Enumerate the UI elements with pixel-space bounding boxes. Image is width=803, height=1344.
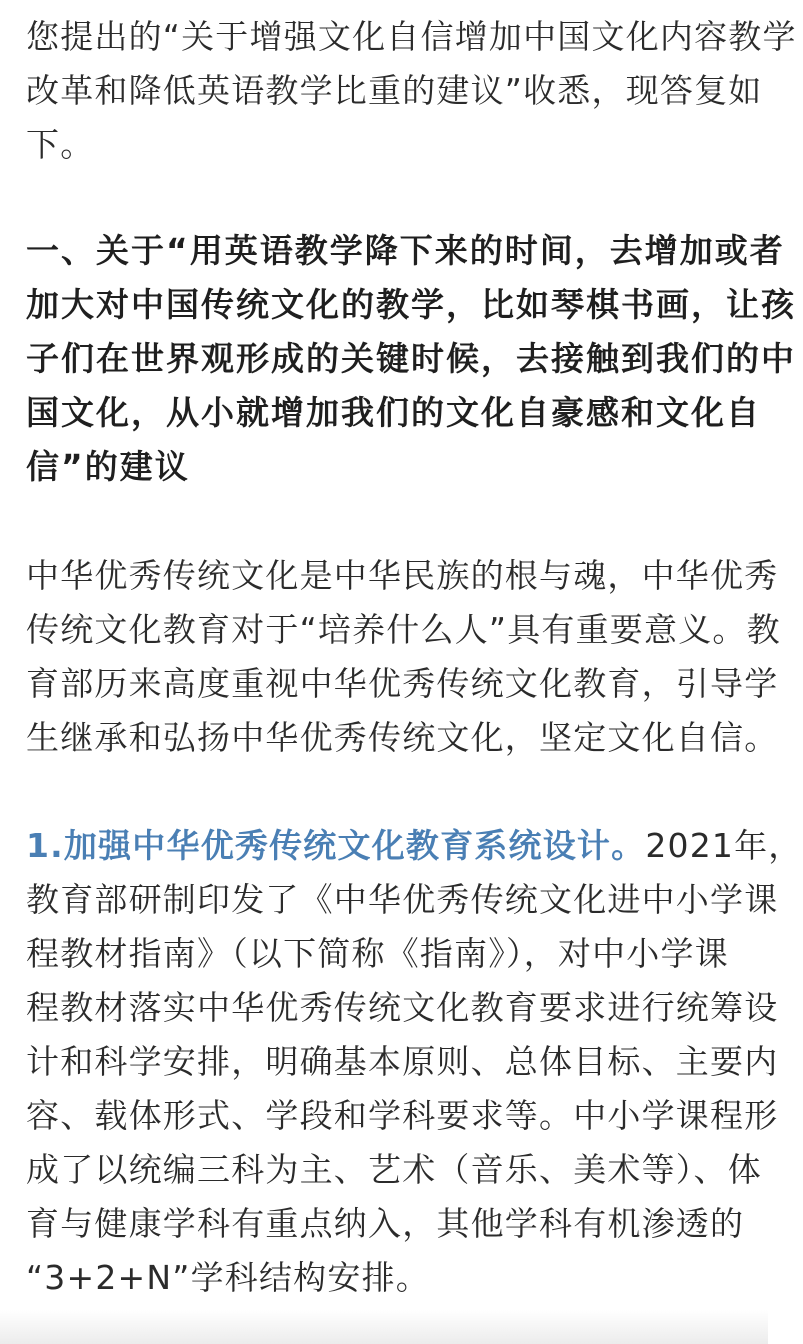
section-heading-line: 子们在世界观形成的关键时候，去接触到我们的中 — [26, 339, 796, 378]
body-line: 传统文化教育对于“培养什么人”具有重要意义。教 — [26, 610, 781, 649]
body-line: 生继承和弘扬中华优秀传统文化，坚定文化自信。 — [26, 718, 779, 757]
point-title: 1.加强中华优秀传统文化教育系统设计。 — [26, 826, 646, 865]
point-line: 成了以统编三科为主、艺术（音乐、美术等）、体 — [26, 1150, 762, 1189]
point-line: 育与健康学科有重点纳入，其他学科有机渗透的 — [26, 1204, 745, 1243]
point-first-line-rest: 2021年， — [645, 826, 803, 865]
intro-line: 下。 — [26, 125, 95, 164]
section-heading-line: 一、关于“用英语教学降下来的时间，去增加或者 — [26, 231, 785, 270]
section-heading-line: 加大对中国传统文化的教学，比如琴棋书画，让孩 — [26, 285, 796, 324]
intro-line: 改革和降低英语教学比重的建议”收悉，现答复如 — [26, 71, 763, 110]
point-line: 容、载体形式、学段和学科要求等。中小学课程形 — [26, 1096, 779, 1135]
body-paragraph — [26, 549, 781, 765]
section-heading — [26, 224, 796, 494]
point-line: “3+2+N”学科结构安排。 — [26, 1258, 430, 1297]
point-paragraph — [26, 819, 803, 1305]
point-line: 程教材落实中华优秀传统文化教育要求进行统筹设 — [26, 988, 779, 1027]
body-line: 中华优秀传统文化是中华民族的根与魂，中华优秀 — [26, 556, 779, 595]
point-line: 教育部研制印发了《中华优秀传统文化进中小学课 — [26, 880, 779, 919]
intro-line: 您提出的“关于增强文化自信增加中国文化内容教学 — [26, 17, 797, 56]
bottom-shade — [0, 1310, 768, 1344]
point-line: 程教材指南》（以下简称《指南》），对中小学课 — [26, 934, 729, 973]
section-heading-line: 信”的建议 — [26, 447, 190, 486]
point-line: 计和科学安排，明确基本原则、总体目标、主要内 — [26, 1042, 779, 1081]
body-line: 育部历来高度重视中华优秀传统文化教育，引导学 — [26, 664, 779, 703]
section-heading-line: 国文化，从小就增加我们的文化自豪感和文化自 — [26, 393, 761, 432]
point-first-line — [26, 819, 803, 873]
intro-paragraph — [26, 10, 797, 172]
